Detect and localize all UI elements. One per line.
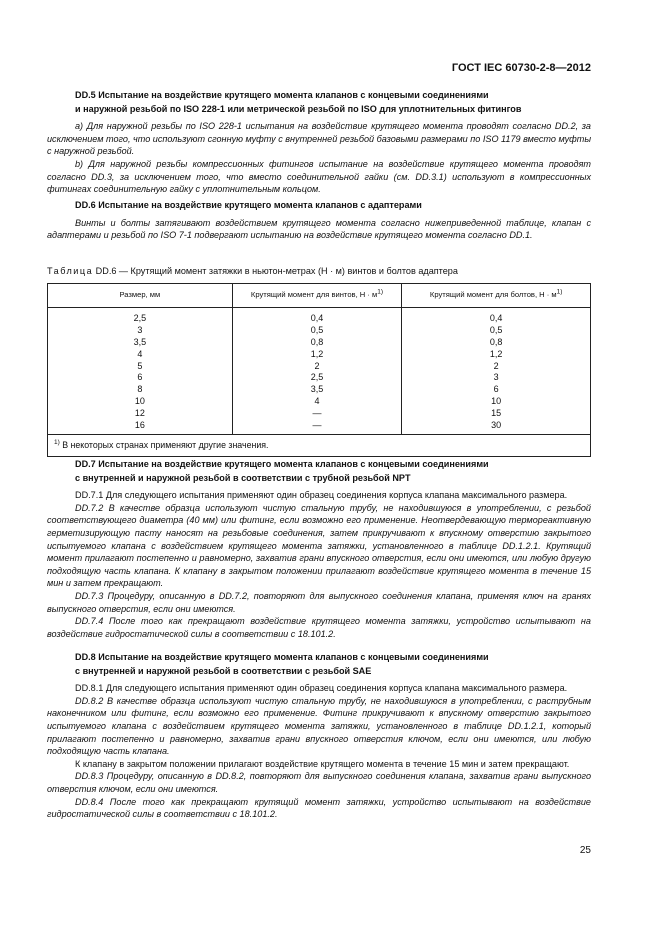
screw-torque-value: 4 (314, 396, 320, 407)
footnote-text: В некоторых странах применяют другие значения. (59, 439, 269, 450)
header-bolts: Крутящий момент для болтов, $Н \cdot м^{1)}$ (402, 284, 591, 308)
screw-torque-value: 2 (314, 360, 320, 371)
header-bolts-footnote-mark: 1) (556, 288, 563, 296)
screw-torque-value: 0,8 (310, 336, 324, 347)
table-footnote (48, 434, 591, 456)
bolt-torque-value: 30 (491, 420, 502, 431)
table-body-row (48, 308, 591, 435)
bolt-torque-value: 3 (493, 372, 499, 383)
dd8-2-continued: К клапану в закрытом положении прилагают воздействие крутящего момента в течение 15 мин и затем прекращают. (75, 758, 570, 769)
header-screws-footnote-mark: 1) (377, 288, 384, 296)
bolt-torque-value: 2 (493, 360, 499, 371)
bolt-torque-value: 6 (493, 384, 499, 395)
dd6-heading: DD.6 Испытание на воздействие крутящего момента клапанов с адаптерами (75, 200, 422, 210)
section-dd7 (47, 458, 591, 640)
size-value: 3 (137, 324, 143, 335)
bolt-torque-value: 0,8 (489, 336, 503, 347)
torque-table-wrapper (47, 283, 591, 457)
size-value: 10 (134, 396, 145, 407)
section-dd6 (47, 199, 591, 242)
screw-torque-value: — (312, 408, 322, 419)
dd8-4: DD.8.4 После того как прекращают крутящий момент затяжки, устройство испытывают на воздействие гидростатической силы в соответствии с 18.101.2. (47, 796, 591, 820)
bolt-torque-value: 15 (491, 408, 502, 419)
torque-table (47, 283, 591, 457)
dd8-2: DD.8.2 В качестве образца используют чистую стальную трубу, не находившуюся в употреблении, с раструбным наконечником или фитинг, если возможно его применение. Фитинг прикручивают к впускному отверстию закрытого испытуемого клапана с воздействием крутящего момента затяжки, установленного в таблице DD.1.2.1, который прилагают постепенно и равномерно, захватив грани впускного отверстия ключом, если они имеются, или любую подходящую часть клапана. (47, 695, 591, 757)
dd8-3: DD.8.3 Процедуру, описанную в DD.8.2, повторяют для выпускного соединения клапана, захватив грани выпускного отверстия ключом, если они имеются. (47, 771, 591, 794)
section-dd8 (47, 651, 591, 821)
screw-torque-value: 2,5 (310, 372, 324, 383)
dd7-2: DD.7.2 В качестве образца используют чистую стальную трубу, не находившуюся в употреблении, с резьбой соответствующего диаметра (40 мм) или фитинг, если возможно его применение. Неотвердевающую термореактивную герметизирующую пасту наносят на резьбовые соединения, затем прикручивают к впускному отверстию закрытого испытуемого клапана с воздействием крутящего момента затяжки, установленного в таблице DD.1.2.1. Крутящий момент прилагают постепенно и равномерно, захватив грани впускного отверстия, если они имеются, или любую другую подходящую часть клапана. К клапану в закрытом положении прилагают воздействие крутящего момента в течение 15 мин и затем прекращают. (47, 502, 591, 589)
size-value: 4 (137, 348, 143, 359)
table-caption-text: DD.6 — Крутящий момент затяжки в ньютон-метрах (Н · м) винтов и болтов адаптера (93, 266, 458, 276)
bolt-torque-value: 1,2 (489, 348, 503, 359)
screw-torque-value: 0,4 (310, 313, 324, 323)
bolt-torque-value: 0,4 (489, 313, 503, 323)
size-value: 8 (137, 384, 143, 395)
dd7-heading-line-2: с внутренней и наружной резьбой в соответствии с трубной резьбой NPT (75, 472, 411, 483)
screws-column (232, 308, 402, 435)
page-number: 25 (579, 845, 591, 856)
size-value: 16 (134, 420, 145, 431)
size-value: 2,5 (133, 313, 147, 323)
screw-torque-value: 0,5 (310, 324, 324, 335)
size-value: 12 (134, 408, 145, 419)
screw-torque-value: — (312, 420, 322, 431)
dd5-heading-line-1: DD.5 Испытание на воздействие крутящего момента клапанов с концевыми соединениями (75, 90, 489, 100)
dd8-heading-line-2: с внутренней и наружной резьбой в соответствии с резьбой SAE (75, 665, 372, 676)
dd7-3: DD.7.3 Процедуру, описанную в DD.7.2, повторяют для выпускного соединения клапана, применяя ключ на гранях выпускного отверстия, если они имеются. (47, 590, 591, 614)
bolt-torque-value: 10 (491, 396, 502, 407)
header-screws: Крутящий момент для винтов, $Н \cdot м^{1)}$ (232, 284, 402, 308)
size-value: 6 (137, 372, 143, 383)
dd5-item-b: b) Для наружной резьбы компрессионных фитингов испытание на воздействие крутящего момента проводят согласно DD.3, за исключением того, что вместо соединительной гайки (см. DD.3.1) используют в компрессионных фитингах соединительную гайку с уплотнительным кольцом. (47, 158, 591, 195)
dd5-heading-line-2: и наружной резьбой по ISO 228-1 или метрической резьбой по ISO для уплотнительных фитингов (75, 103, 522, 114)
bolt-torque-value: 0,5 (489, 324, 503, 335)
size-value: 5 (137, 360, 143, 371)
dd7-heading-line-1: DD.7 Испытание на воздействие крутящего момента клапанов с концевыми соединениями (75, 459, 489, 469)
screw-torque-value: 3,5 (310, 384, 324, 395)
bolts-column (402, 308, 591, 435)
dd6-text: Винты и болты затягивают воздействием крутящего момента согласно нижеприведенной таблице, клапан с адаптерами и резьбой по ISO 7-1 подвергают испытанию на воздействие крутящего момента согласно DD.1. (47, 217, 591, 241)
size-column (48, 308, 233, 435)
dd7-1: DD.7.1 Для следующего испытания применяют один образец соединения корпуса клапана максимального размера. (75, 490, 568, 501)
footnote-mark: 1) (54, 438, 60, 446)
size-value: 3,5 (133, 336, 147, 347)
document-code: ГОСТ IEC 60730-2-8—2012 (451, 62, 591, 74)
header-size: Размер, мм (48, 284, 233, 308)
dd8-heading-line-1: DD.8 Испытание на воздействие крутящего момента клапанов с концевыми соединениями (75, 652, 489, 662)
dd8-1: DD.8.1 Для следующего испытания применяют один образец соединения корпуса клапана максимального размера. (75, 683, 568, 694)
table-footnote-row (48, 434, 591, 456)
table-caption (47, 265, 591, 278)
screw-torque-value: 1,2 (310, 348, 324, 359)
table-header-row (48, 284, 591, 308)
section-dd5 (47, 89, 591, 196)
dd7-4: DD.7.4 После того как прекращают воздействие крутящего момента затяжки, устройство испытывают на воздействие гидростатической силы в соответствии с 18.101.2. (47, 616, 591, 639)
table-caption-word: Таблица (47, 266, 94, 276)
dd5-item-a: а) Для наружной резьбы по ISO 228-1 испытания на воздействие крутящего момента проводят согласно DD.2, за исключением того, что используют сгонную муфту с внутренней резьбой базовыми размерами по ISO 1179 вместо муфты с наружной резьбой. (47, 121, 592, 157)
